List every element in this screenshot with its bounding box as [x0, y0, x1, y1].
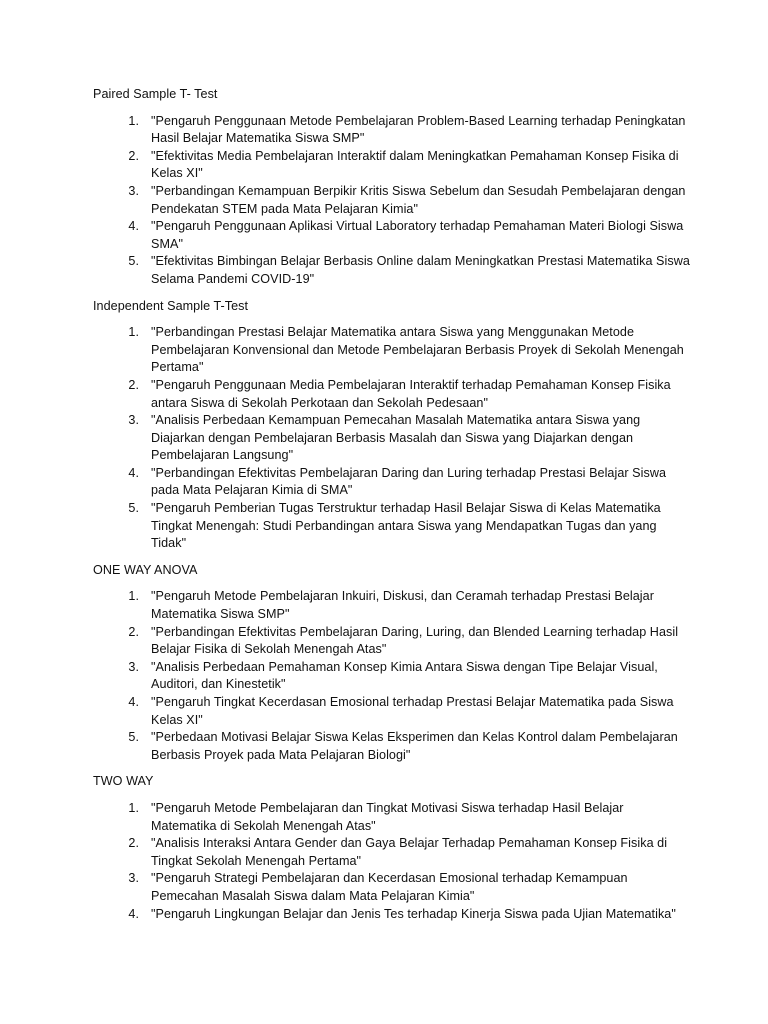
list-item-text: "Pengaruh Tingkat Kecerdasan Emosional terhadap Prestasi Belajar Matematika pada Siswa Kelas XI" — [151, 695, 674, 727]
list-item-text: "Perbedaan Motivasi Belajar Siswa Kelas Eksperimen dan Kelas Kontrol dalam Pembelajaran Berbasis Proyek pada Mata Pelajaran Biologi" — [151, 730, 678, 762]
section-heading: TWO WAY — [93, 774, 154, 789]
list-item — [93, 835, 693, 870]
list-item — [93, 183, 693, 218]
list-item — [93, 870, 693, 905]
list-number: 1. — [128, 113, 139, 128]
list-item — [93, 465, 693, 500]
list-item — [93, 624, 693, 659]
list-number: 1. — [128, 325, 139, 340]
list-number: 2. — [128, 148, 139, 163]
list-number: 4. — [128, 219, 139, 234]
list-item-text: "Pengaruh Metode Pembelajaran Inkuiri, Diskusi, dan Ceramah terhadap Prestasi Belajar Matematika Siswa SMP" — [151, 589, 654, 622]
list-number: 1. — [128, 589, 139, 604]
list-item — [93, 906, 693, 924]
list-item-text: "Perbandingan Efektivitas Pembelajaran Daring dan Luring terhadap Prestasi Belajar Siswa pada Mata Pelajaran Kimia di SMA" — [151, 465, 667, 498]
list-item-text: "Pengaruh Metode Pembelajaran dan Tingkat Motivasi Siswa terhadap Hasil Belajar Matematika di Sekolah Menengah Atas" — [151, 800, 624, 833]
section-independent-sample-t-test — [93, 298, 693, 553]
section-heading: Independent Sample T-Test — [93, 298, 249, 313]
section-paired-sample-t-test — [93, 86, 693, 289]
list-item-text: "Perbandingan Prestasi Belajar Matematika antara Siswa yang Menggunakan Metode Pembelajaran Konvensional dan Metode Pembelajaran Berbasis Proyek di Sekolah Menengah Pertama" — [151, 325, 684, 375]
list-item-text: "Efektivitas Bimbingan Belajar Berbasis Online dalam Meningkatkan Prestasi Matematika Siswa Selama Pandemi COVID-19" — [151, 254, 690, 286]
list-item — [93, 659, 693, 694]
list-item-text: "Pengaruh Lingkungan Belajar dan Jenis Tes terhadap Kinerja Siswa pada Ujian Matematika" — [151, 906, 676, 921]
list-item — [93, 694, 693, 729]
list-number: 4. — [128, 695, 139, 709]
list-item — [93, 588, 693, 623]
list-item-text: "Analisis Perbedaan Kemampuan Pemecahan Masalah Matematika antara Siswa yang Diajarkan dengan Pembelajaran Berbasis Masalah dan Siswa yang Diajarkan dengan Pembelajaran Langsung" — [151, 413, 641, 463]
section-two-way — [93, 773, 693, 923]
numbered-list — [93, 800, 693, 923]
document-body — [93, 86, 693, 932]
list-item-text: "Pengaruh Penggunaan Media Pembelajaran Interaktif terhadap Pemahaman Konsep Fisika antara Siswa di Sekolah Perkotaan dan Sekolah Pedesaan" — [151, 377, 671, 410]
list-item — [93, 729, 693, 764]
numbered-list — [93, 324, 693, 553]
list-number: 2. — [128, 377, 139, 392]
list-item — [93, 253, 693, 288]
list-item — [93, 148, 693, 183]
list-item-text: "Perbandingan Efektivitas Pembelajaran Daring, Luring, dan Blended Learning terhadap Hasil Belajar Fisika di Sekolah Menengah Atas" — [151, 624, 679, 657]
list-number: 3. — [128, 183, 139, 198]
list-number: 4. — [128, 906, 139, 921]
section-heading: Paired Sample T- Test — [93, 87, 218, 101]
list-number: 4. — [128, 465, 139, 480]
numbered-list — [93, 113, 693, 289]
list-number: 3. — [128, 659, 139, 674]
list-item — [93, 500, 693, 553]
list-number: 5. — [128, 501, 139, 516]
list-number: 2. — [128, 624, 139, 639]
list-item — [93, 377, 693, 412]
list-item-text: "Efektivitas Media Pembelajaran Interaktif dalam Meningkatkan Pemahaman Konsep Fisika di Kelas XI" — [151, 148, 679, 181]
list-item — [93, 113, 693, 148]
list-item-text: "Analisis Interaksi Antara Gender dan Gaya Belajar Terhadap Pemahaman Konsep Fisika di Tingkat Sekolah Menengah Pertama" — [151, 836, 668, 868]
list-item — [93, 800, 693, 835]
list-item — [93, 218, 693, 253]
list-item-text: "Perbandingan Kemampuan Berpikir Kritis Siswa Sebelum dan Sesudah Pembelajaran dengan Pendekatan STEM pada Mata Pelajaran Kimia" — [151, 183, 686, 216]
list-item-text: "Pengaruh Pemberian Tugas Terstruktur terhadap Hasil Belajar Siswa di Kelas Matematika Tingkat Menengah: Studi Perbandingan antara Siswa yang Mendapatkan Tugas dan yang Tidak" — [151, 501, 661, 551]
list-number: 5. — [128, 254, 139, 269]
list-number: 3. — [128, 871, 139, 886]
list-item-text: "Pengaruh Penggunaan Metode Pembelajaran Problem-Based Learning terhadap Peningkatan Hasil Belajar Matematika Siswa SMP" — [151, 113, 686, 146]
numbered-list — [93, 588, 693, 764]
list-item — [93, 324, 693, 377]
list-item-text: "Analisis Perbedaan Pemahaman Konsep Kimia Antara Siswa dengan Tipe Belajar Visual, Auditori, dan Kinestetik" — [151, 659, 658, 692]
list-number: 1. — [128, 800, 139, 815]
list-number: 5. — [128, 730, 139, 745]
list-item — [93, 412, 693, 465]
list-number: 3. — [128, 413, 139, 428]
section-one-way-anova — [93, 562, 693, 765]
list-item-text: "Pengaruh Penggunaan Aplikasi Virtual Laboratory terhadap Pemahaman Materi Biologi Siswa SMA" — [151, 219, 684, 251]
section-heading: ONE WAY ANOVA — [93, 562, 198, 577]
list-number: 2. — [128, 836, 139, 851]
list-item-text: "Pengaruh Strategi Pembelajaran dan Kecerdasan Emosional terhadap Kemampuan Pemecahan Masalah Siswa dalam Mata Pelajaran Kimia" — [151, 871, 628, 903]
